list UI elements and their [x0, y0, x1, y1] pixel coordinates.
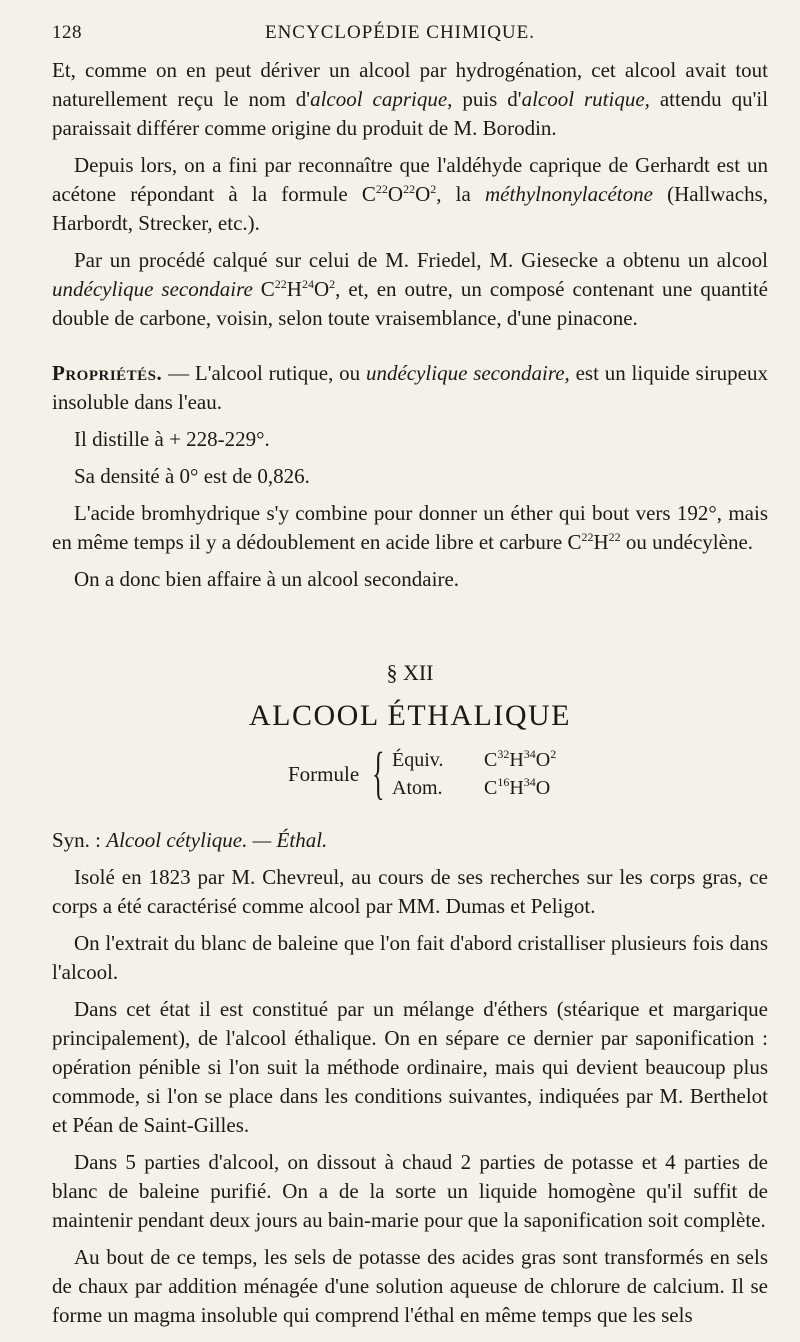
paragraph [52, 462, 768, 491]
subscript-number: 22 [608, 530, 621, 544]
formula-value: $C^{16}H^{34}O$ [484, 775, 551, 799]
left-brace: { [372, 740, 385, 805]
formula-block [52, 740, 768, 808]
text: Isolé en 1823 par M. Chevreul, au cours de ses recherches sur les corps gras, ce corps a été caractérisé comme alcool par MM. Dumas et Peligot. [52, 865, 768, 918]
subscript-number: 22 [274, 277, 287, 291]
subscript-number: 22 [581, 530, 594, 544]
text: Sa densité à 0° est de 0,826. [74, 464, 310, 488]
italic-term: alcool rutique, [521, 87, 650, 111]
formula-value: $C^{32}H^{34}O^2$ [484, 747, 557, 771]
text: Et, comme on en peut dériver un alcool par hydrogénation, cet alcool avait tout naturellement reçu le nom d' [52, 58, 768, 111]
page-body [52, 56, 768, 1338]
paragraph [52, 995, 768, 1140]
text: On a donc bien affaire à un alcool secondaire. [74, 567, 460, 591]
text: O [415, 182, 431, 206]
formula-row-atom [392, 774, 556, 802]
paragraph [52, 56, 768, 143]
text: L'acide bromhydrique s'y combine pour donner un éther qui bout vers 192°, mais en même temps il y a dédoublement en acide libre et carbure C [52, 501, 768, 554]
text: Dans 5 parties d'alcool, on dissout à chaud 2 parties de potasse et 4 parties de blanc de baleine purifié. On a de la sorte un liquide homogène qu'il suffit de maintenir pendant deux jours au bain-marie pour que la saponification soit complète. [52, 1150, 768, 1232]
spacer [52, 341, 768, 359]
paragraph [52, 359, 768, 417]
section-title: ALCOOL ÉTHALIQUE [249, 699, 571, 732]
paragraph [52, 863, 768, 921]
text: H [593, 530, 609, 554]
formula-rows [392, 746, 556, 802]
text: Dans cet état il est constitué par un mélange d'éthers (stéarique et margarique principalement), de l'alcool éthalique. On en sépare ce dernier par saponification : opération pénible si l'on suit la méthode ordinaire, mais qui devient beaucoup plus commode, si l'on se place dans les conditions suivantes, indiquées par M. Berthelot et Péan de Saint-Gilles. [52, 997, 768, 1137]
section-mark: § XII [386, 660, 434, 685]
paragraph [52, 425, 768, 454]
text: — L'alcool rutique, ou [162, 361, 366, 385]
text: (Hallwachs, Harbordt, Strecker, etc.). [52, 182, 768, 235]
subscript-number: 22 [375, 182, 388, 196]
formula-row-label: Équiv. [392, 749, 444, 771]
paragraph [52, 1243, 768, 1330]
italic-term: Alcool cétylique. — Éthal. [106, 828, 328, 852]
text: C [252, 277, 275, 301]
formula-row-label: Atom. [392, 777, 443, 799]
text: puis d' [452, 87, 522, 111]
paragraph [52, 1148, 768, 1235]
text: est un liquide sirupeux insoluble dans l'eau. [52, 361, 768, 414]
page-number: 128 [52, 22, 82, 43]
text: H [286, 277, 302, 301]
text: O [313, 277, 330, 301]
text: Syn. : [52, 828, 107, 852]
italic-term: alcool caprique, [310, 87, 453, 111]
subscript-number: 2 [329, 277, 336, 291]
running-header [52, 22, 748, 50]
italic-term: méthylnonylacétone [485, 182, 653, 206]
text: Au bout de ce temps, les sels de potasse des acides gras sont transformés en sels de chaux par addition ménagée d'une solution aqueuse de chlorure de calcium. Il se forme un magma insoluble qui comprend l'éthal en même temps que les sels [52, 1245, 768, 1327]
text: Il distille à + 228-229°. [74, 427, 270, 451]
paragraph [52, 246, 768, 333]
subscript-number: 24 [301, 277, 314, 291]
text: Depuis lors, on a fini par reconnaître que l'aldéhyde caprique de Gerhardt est un acétone répondant à la formule C [52, 153, 768, 206]
paragraph [52, 929, 768, 987]
subscript-number: 22 [403, 182, 416, 196]
text: O [387, 182, 404, 206]
synonyms-line [52, 826, 768, 855]
italic-term: undécylique secondaire [52, 277, 253, 301]
text: On l'extrait du blanc de baleine que l'on fait d'abord cristalliser plusieurs fois dans l'alcool. [52, 931, 768, 984]
italic-term: undécylique secondaire, [365, 361, 570, 385]
text: , et, en outre, un composé contenant une quantité double de carbone, voisin, selon toute vraisemblance, d'une pinacone. [52, 277, 768, 330]
section-label: Propriétés. [52, 361, 163, 385]
paragraph [52, 499, 768, 557]
running-title: ENCYCLOPÉDIE CHIMIQUE. [264, 22, 536, 43]
text: Par un procédé calqué sur celui de M. Friedel, M. Giesecke a obtenu un alcool [74, 248, 768, 272]
text: , la [436, 182, 485, 206]
paragraph [52, 151, 768, 238]
text: attendu qu'il paraissait différer comme origine du produit de M. Borodin. [52, 87, 769, 140]
formula-row-equiv [392, 746, 556, 774]
text: ou undécylène. [620, 530, 754, 554]
formula-label: Formule [288, 762, 360, 786]
subscript-number: 2 [430, 182, 437, 196]
paragraph [52, 565, 768, 594]
